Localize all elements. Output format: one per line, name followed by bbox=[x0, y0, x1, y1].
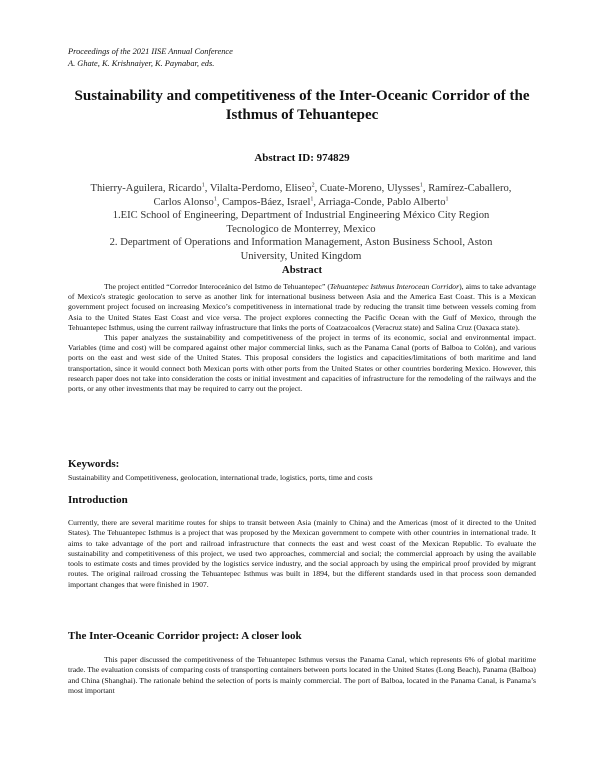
keywords-list: Sustainability and Competitiveness, geolocation, international trade, logistics, ports, time and costs bbox=[68, 473, 373, 482]
abstract-heading: Abstract bbox=[281, 264, 323, 276]
abstract-id: Abstract ID: 974829 bbox=[254, 152, 350, 164]
introduction-body bbox=[68, 518, 536, 590]
affiliation-1: 1.EIC School of Engineering, Department of Industrial Engineering México City Region Tecnologico de Monterrey, Mexico bbox=[112, 210, 490, 235]
keywords-heading: Keywords: bbox=[68, 458, 120, 470]
affiliation-2: 2. Department of Operations and Information Management, Aston Business School, Aston University, United Kingdom bbox=[109, 237, 493, 262]
editors-line: A. Ghate, K. Krishnaiyer, K. Paynabar, eds. bbox=[68, 58, 215, 68]
abstract-paragraph-2: This paper analyzes the sustainability and competitiveness of the project in terms of its economic, social and environmental impact. Variables (time and cost) will be compared against other major commercial links, such as the Panama Canal (ports of Balboa to Colón), and various ports on the east and west side of the United States. This proposal considers the logistics and capacities/limitations of both maritime and land transportation, since it would connect both Mexican ports with other ports from the United States or other countries bordering Mexico. However, this research paper does not take into consideration the costs or initial investment and capacities of infrastructure for the remodeling of the railways and the ports, or any other investments that may be required to carry out the project. bbox=[68, 333, 536, 394]
proceedings-header bbox=[68, 46, 233, 69]
corridor-body bbox=[68, 655, 536, 696]
abstract-paragraph-1: The project entitled “Corredor Interoceánico del Istmo de Tehuantepec” (Tehuantepec Isthmus Interocean Corridor), aims to take advantage of Mexico's strategic geolocation to serve as another link for international business between Asia and the America East Coast. This is a Mexican government project focused on increasing Mexico’s competitiveness in international trade by reducing the transit time between vessels coming from Asia to the United States East Coast and vice versa. The project explores connecting the Pacific Ocean with the Gulf of Mexico, through the Tehuantepec Isthmus, using the current railway infrastructure that links the ports of Coatzacoalcos (Veracruz state) and Salina Cruz (Oaxaca state). bbox=[68, 282, 536, 332]
proceedings-line: Proceedings of the 2021 IISE Annual Conference bbox=[68, 47, 233, 56]
introduction-heading: Introduction bbox=[68, 494, 128, 506]
abstract-body bbox=[68, 282, 536, 394]
corridor-heading: The Inter-Oceanic Corridor project: A closer look bbox=[68, 630, 302, 642]
corridor-paragraph: This paper discussed the competitiveness of the Tehuantepec Isthmus versus the Panama Canal, which represents 6% of global maritime trade. The evaluation consists of comparing costs of transporting containers between ports located in the United States (Long Beach), Panama (Balboa) and China (Shanghai). The rationale behind the selection of ports is mainly commercial. The port of Balboa, located in the Panama Canal, is Panama’s most important bbox=[68, 655, 536, 695]
introduction-paragraph: Currently, there are several maritime routes for ships to transit between Asia (mainly to China) and the Americas (most of it directed to the United States). The Tehuantepec Isthmus is a project that was proposed by the Mexican government to compete with other countries in international trade. It aims to take advantage of the port and railroad infrastructure that connects the east and west coast of the Mexican Republic. To evaluate the sustainability and competitiveness of this project, we used two approaches, commercial and social; the commercial approach by using the available tools to estimate costs and times provided by the logistics service industry, and the social approach by using the empirical proof provided by migrant routes. The original railroad crossing the Tehuantepec Isthmus was built in 1894, but the different standards used in that process soon demanded important changes that were finished in 1907. bbox=[68, 518, 536, 589]
paper-title: Sustainability and competitiveness of the Inter-Oceanic Corridor of the Isthmus of Tehuantepec bbox=[74, 88, 530, 123]
author-block bbox=[90, 182, 512, 264]
author-list: Thierry-Aguilera, Ricardo$^1$, Vilalta-Perdomo, Eliseo$^2$, Cuate-Moreno, Ulysses$^1$, Ramírez-Caballero, Carlos Alonso$^1$, Campos-Báez, Israel$^1$, Arriaga-Conde, Pablo Alberto$^1$ bbox=[90, 182, 512, 208]
